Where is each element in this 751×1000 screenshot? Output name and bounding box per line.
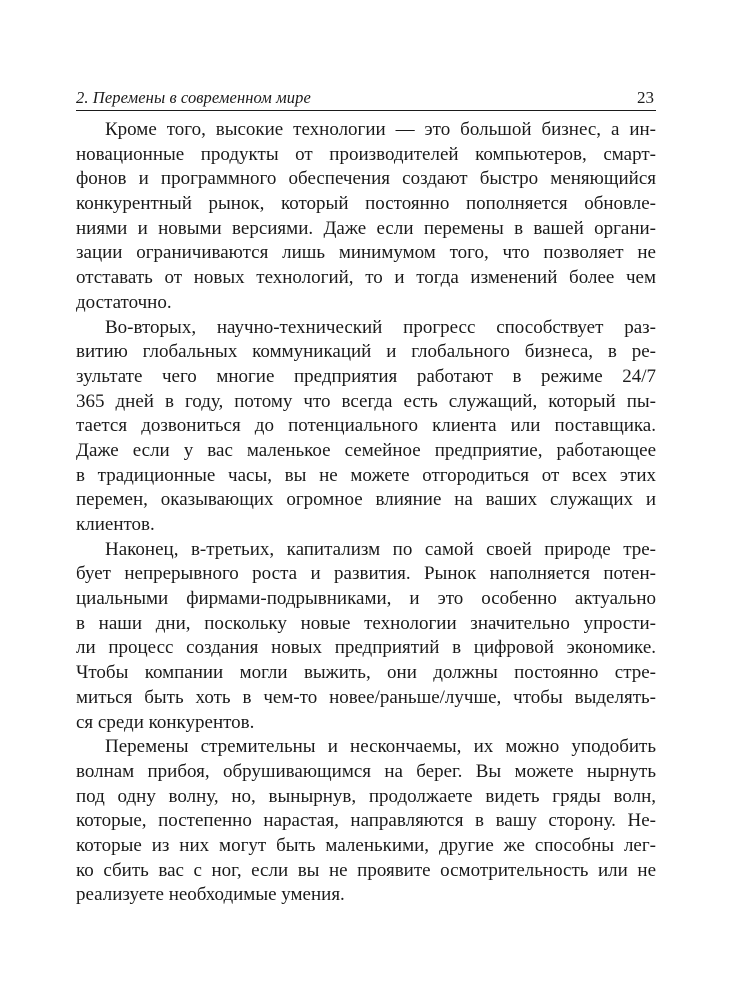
- text-line: циальными фирмами-подрывниками, и это особенно актуально: [76, 588, 656, 610]
- text-line: тается дозвониться до потенциального клиента или поставщика.: [76, 415, 656, 437]
- text-line: Чтобы компании могли выжить, они должны постоянно стре-: [76, 662, 656, 684]
- text-line: фонов и программного обеспечения создают быстро меняющийся: [76, 168, 656, 190]
- text-line: реализуете необходимые умения.: [76, 884, 345, 906]
- text-line: которые из них могут быть маленькими, другие же способны лег-: [76, 834, 656, 856]
- running-header: [76, 86, 656, 111]
- text-line: в наши дни, поскольку новые технологии значительно упрости-: [76, 612, 656, 634]
- text-line: Наконец, в-третьих, капитализм по самой своей природе тре-: [105, 538, 656, 560]
- text-line: которые, постепенно нарастая, направляются в вашу сторону. Не-: [76, 810, 656, 832]
- text-line: зации ограничиваются лишь минимумом того, что позволяет не: [76, 242, 656, 264]
- text-line: конкурентный рынок, который постоянно пополняется обновле-: [76, 193, 656, 215]
- paragraph-1: [76, 118, 656, 316]
- book-page: [76, 0, 656, 1000]
- text-line: ко сбить вас с ног, если вы не проявите осмотрительность или не: [76, 859, 656, 881]
- text-line: в традиционные часы, вы не можете отгородиться от всех этих: [76, 464, 656, 486]
- text-line: ся среди конкурентов.: [76, 711, 255, 733]
- running-title: 2. Перемены в современном мире: [76, 88, 311, 107]
- text-line: под одну волну, но, вынырнув, продолжаете видеть гряды волн,: [76, 785, 656, 807]
- body-text: [76, 118, 656, 908]
- text-line: витию глобальных коммуникаций и глобального бизнеса, в ре-: [76, 341, 656, 363]
- text-line: Во-вторых, научно-технический прогресс способствует раз-: [105, 316, 656, 338]
- text-line: 365 дней в году, потому что всегда есть служащий, который пы-: [76, 390, 656, 412]
- text-line: новационные продукты от производителей компьютеров, смарт-: [76, 143, 656, 165]
- text-line: Даже если у вас маленькое семейное предприятие, работающее: [76, 439, 656, 461]
- text-line: достаточно.: [76, 291, 172, 313]
- paragraph-3: [76, 538, 656, 736]
- text-line: перемен, оказывающих огромное влияние на ваших служащих и: [76, 489, 656, 511]
- text-line: миться быть хоть в чем-то новее/раньше/лучше, чтобы выделять-: [76, 686, 656, 708]
- text-line: отставать от новых технологий, то и тогда изменений более чем: [76, 267, 656, 289]
- paragraph-2: [76, 316, 656, 538]
- text-line: волнам прибоя, обрушивающимся на берег. Вы можете нырнуть: [76, 760, 656, 782]
- text-line: Кроме того, высокие технологии — это большой бизнес, а ин-: [105, 119, 656, 140]
- text-line: зультате чего многие предприятия работают в режиме 24/7: [76, 365, 656, 387]
- text-line: ли процесс создания новых предприятий в цифровой экономике.: [76, 637, 656, 659]
- text-line: ниями и новыми версиями. Даже если перемены в вашей органи-: [76, 217, 656, 239]
- page-number: 23: [637, 88, 654, 107]
- text-line: клиентов.: [76, 514, 155, 535]
- text-line: Перемены стремительны и нескончаемы, их можно уподобить: [105, 736, 656, 758]
- paragraph-4: [76, 735, 656, 908]
- text-line: бует непрерывного роста и развития. Рынок наполняется потен-: [76, 563, 656, 585]
